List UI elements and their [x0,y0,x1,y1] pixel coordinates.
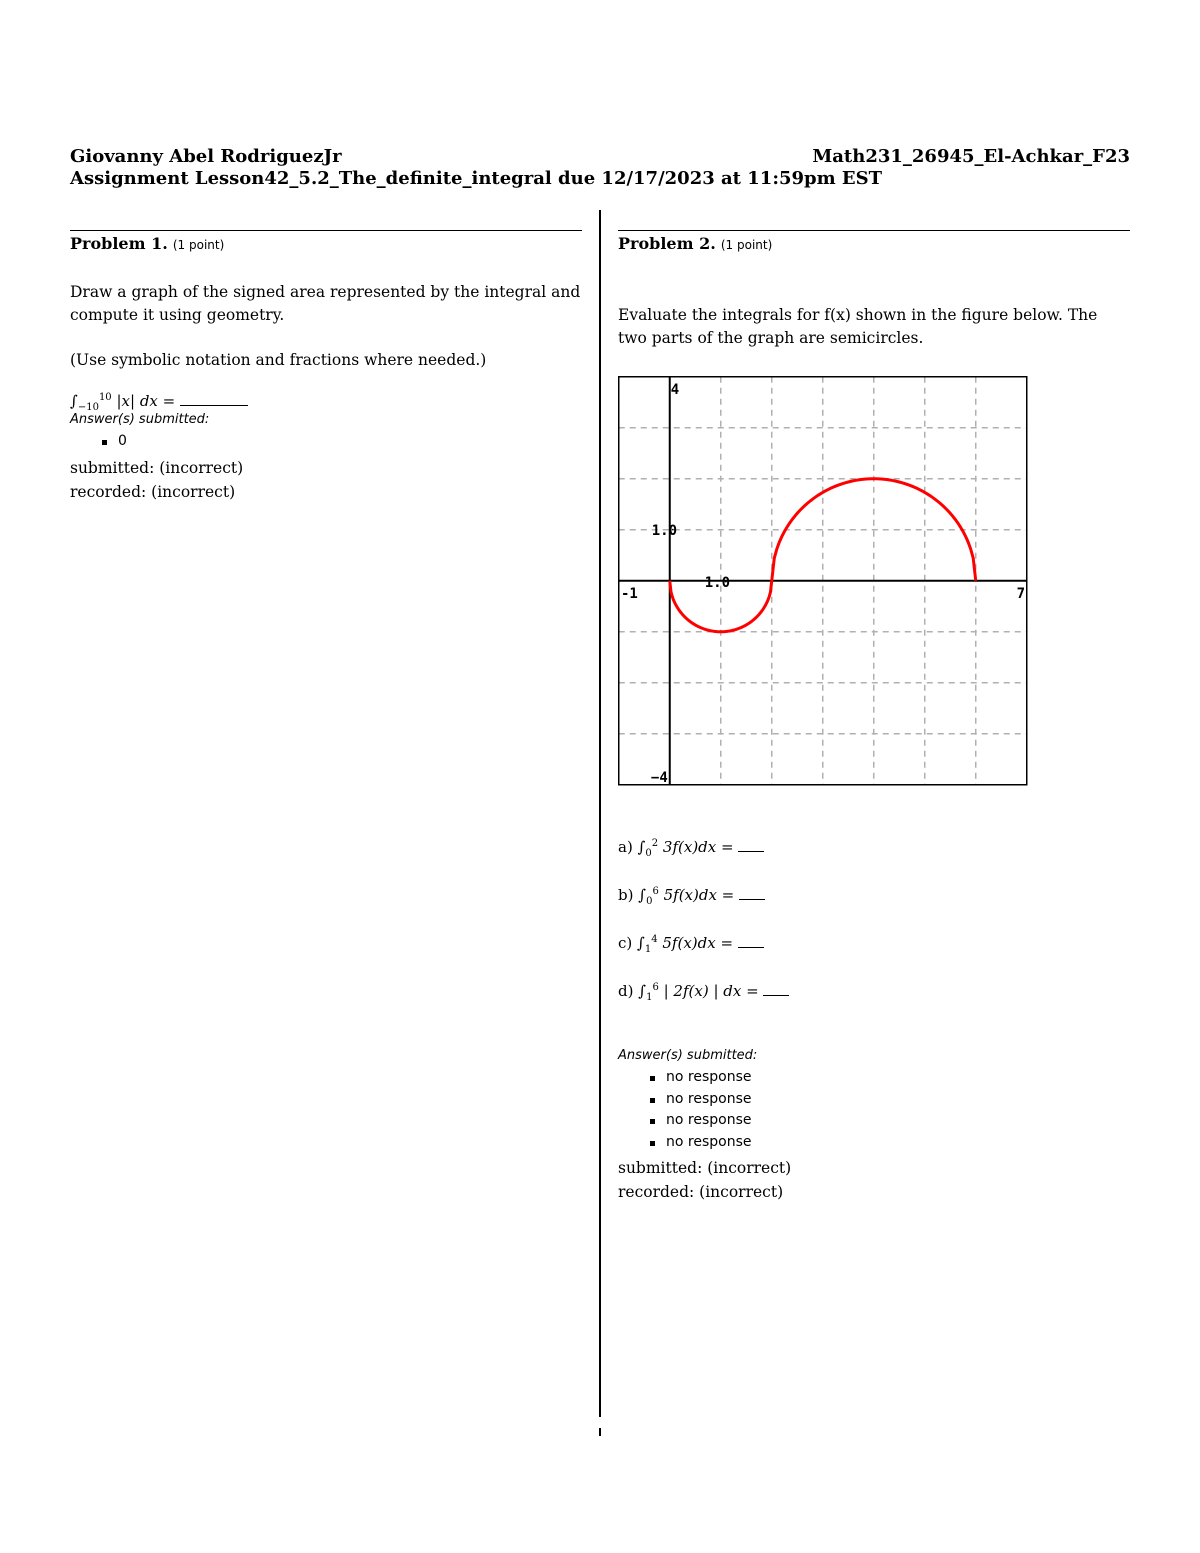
part-d-upper: 6 [652,982,659,993]
problem-2-rule [618,230,1130,231]
answer-blank[interactable] [180,404,248,406]
answer-item: no response [666,1089,1130,1111]
part-a-integrand: 3f(x)dx = [662,838,734,856]
integrand: |x| [116,392,136,410]
problem-2-recorded-status: recorded: (incorrect) [618,1183,784,1201]
problem-1-integral [70,392,582,413]
answers-list [70,431,582,453]
part-b-upper: 6 [652,886,659,897]
answers-submitted-label: Answer(s) submitted: [70,412,210,427]
y-max-label: 4 [670,382,680,398]
part-b: b) $\int_0^6$ 5f(x)dx = [618,886,1130,904]
page-mark [599,1428,601,1436]
part-c-answer-blank[interactable] [738,946,764,948]
integral-dx: dx = [139,392,176,410]
header-line-2 [70,168,1130,189]
problem-2 [618,230,1130,350]
part-c-integrand: 5f(x)dx = [662,934,734,952]
problem-2-answers-label: Answer(s) submitted: [618,1048,758,1063]
student-name: Giovanny Abel RodriguezJr [70,146,342,167]
part-a-answer-blank[interactable] [738,850,764,852]
answer-item: no response [666,1067,1130,1089]
problem-2-title: Problem 2. [618,234,716,253]
part-c-lower: 1 [644,944,652,955]
part-c: c) $\int_1^4$ 5f(x)dx = [618,934,1130,952]
part-d-answer-blank[interactable] [763,994,789,996]
y-tick-label: 1.0 [651,522,678,539]
part-a-upper: 2 [651,838,659,849]
part-b-integrand: 5f(x)dx = [663,886,735,904]
problem-2-parts [618,838,1130,1204]
problem-1-title: Problem 1. [70,234,168,253]
answer-item: no response [666,1110,1130,1132]
assignment-title: Assignment Lesson42_5.2_The_definite_integral due 12/17/2023 at 11:59pm EST [70,168,883,189]
x-min-label: -1 [621,585,638,602]
part-a-lower: 0 [645,848,652,859]
answer-item: 0 [118,431,582,453]
problem-1-heading [70,234,582,253]
problem-1-prompt: Draw a graph of the signed area represented by the integral and compute it using geometry. [70,283,581,324]
problem-1-instruction: (Use symbolic notation and fractions where needed.) [70,351,487,369]
part-c-upper: 4 [651,934,658,945]
y-min-label: −4 [650,770,668,786]
recorded-status: recorded: (incorrect) [70,482,236,501]
part-b-lower: 0 [646,896,653,907]
function-graph [618,376,1028,786]
course-name: Math231_26945_El-Achkar_F23 [812,146,1130,167]
part-b-label: b) [618,886,634,904]
part-d-lower: 1 [646,992,653,1003]
problem-2-submitted-status: submitted: (incorrect) [618,1159,792,1177]
header-line-1 [70,146,1130,167]
integral-lower: −10 [77,402,99,413]
part-c-label: c) [618,934,633,952]
submitted-status: submitted: (incorrect) [70,458,244,477]
problem-2-prompt: Evaluate the integrals for f(x) shown in the figure below. The two parts of the graph are semicircles. [618,306,1098,347]
column-divider [599,210,601,1417]
part-b-answer-blank[interactable] [739,898,765,900]
part-d-label: d) [618,982,634,1000]
problem-2-heading [618,234,1130,253]
problem-1 [70,230,582,504]
answer-item: no response [666,1132,1130,1154]
part-a: a) $\int_0^2$ 3f(x)dx = [618,838,1130,856]
problem-1-points: (1 point) [172,238,225,252]
x-tick-label: 1.0 [704,574,731,591]
part-d: d) $\int_1^6$ | 2f(x) | dx = [618,982,1130,1000]
problem-1-rule [70,230,582,231]
problem-2-points: (1 point) [720,238,773,252]
problem-2-answers-list [618,1067,1130,1153]
part-d-integrand: | 2f(x) | dx = [663,982,759,1000]
x-max-label: 7 [1016,585,1025,602]
integral-sign: ∫ [70,392,78,410]
integral-upper: 10 [98,392,112,403]
part-a-label: a) [618,838,633,856]
